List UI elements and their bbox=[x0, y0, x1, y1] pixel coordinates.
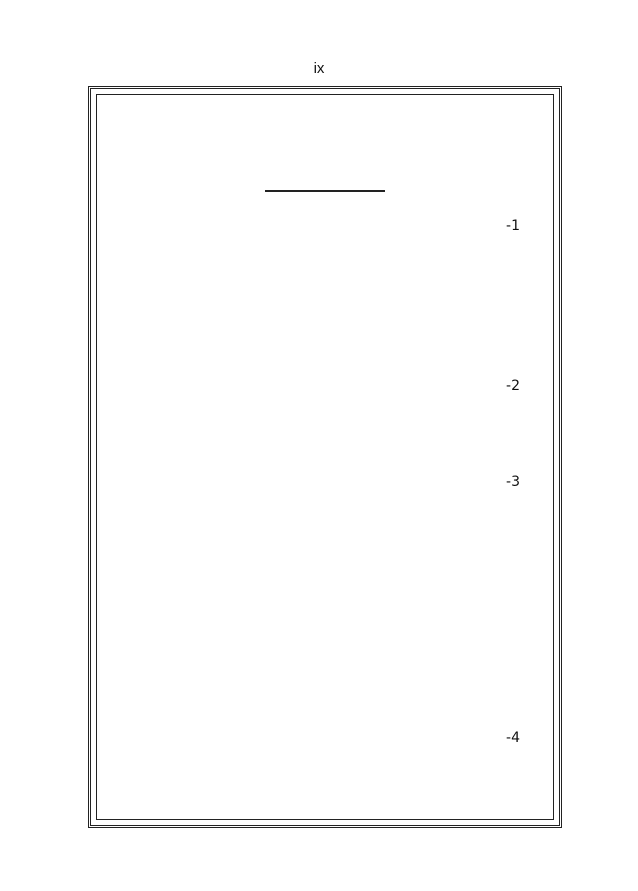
guidance-item-4-line-5 bbox=[110, 594, 540, 626]
subtitle-underline bbox=[265, 190, 385, 192]
item-number: 2- bbox=[506, 378, 520, 394]
guidance-item-3-line-2 bbox=[110, 402, 540, 434]
guidance-item-2-line-1 bbox=[110, 306, 540, 338]
guidance-item-1-line-2 bbox=[110, 242, 540, 274]
guidance-item-4-line-3 bbox=[110, 530, 540, 562]
page-title bbox=[110, 106, 540, 154]
guidance-item-5-line-2 bbox=[110, 754, 540, 786]
page-number: ix bbox=[313, 60, 325, 77]
guidance-item-4-line-7 bbox=[110, 658, 540, 690]
guidance-list bbox=[110, 210, 540, 818]
guidance-item-4-line-6 bbox=[110, 626, 540, 658]
guidance-item-2-line-2 bbox=[110, 338, 540, 370]
guidance-item-3-line-1 bbox=[110, 370, 540, 402]
page-content bbox=[110, 100, 540, 815]
guidance-item-4-line-1 bbox=[110, 466, 540, 498]
guidance-item-5-line-3 bbox=[110, 786, 540, 818]
guidance-item-4-line-8 bbox=[110, 690, 540, 722]
guidance-item-1-line-3 bbox=[110, 274, 540, 306]
item-number: 4- bbox=[506, 730, 520, 746]
guidance-item-4-line-4 bbox=[110, 562, 540, 594]
guidance-item-4-line-2 bbox=[110, 498, 540, 530]
item-number: 3- bbox=[506, 474, 520, 490]
guidance-item-5-line-1 bbox=[110, 722, 540, 754]
guidance-item-1-line-1 bbox=[110, 210, 540, 242]
page-subtitle bbox=[110, 154, 540, 190]
guidance-item-3-line-3 bbox=[110, 434, 540, 466]
item-number: 1- bbox=[506, 218, 520, 234]
